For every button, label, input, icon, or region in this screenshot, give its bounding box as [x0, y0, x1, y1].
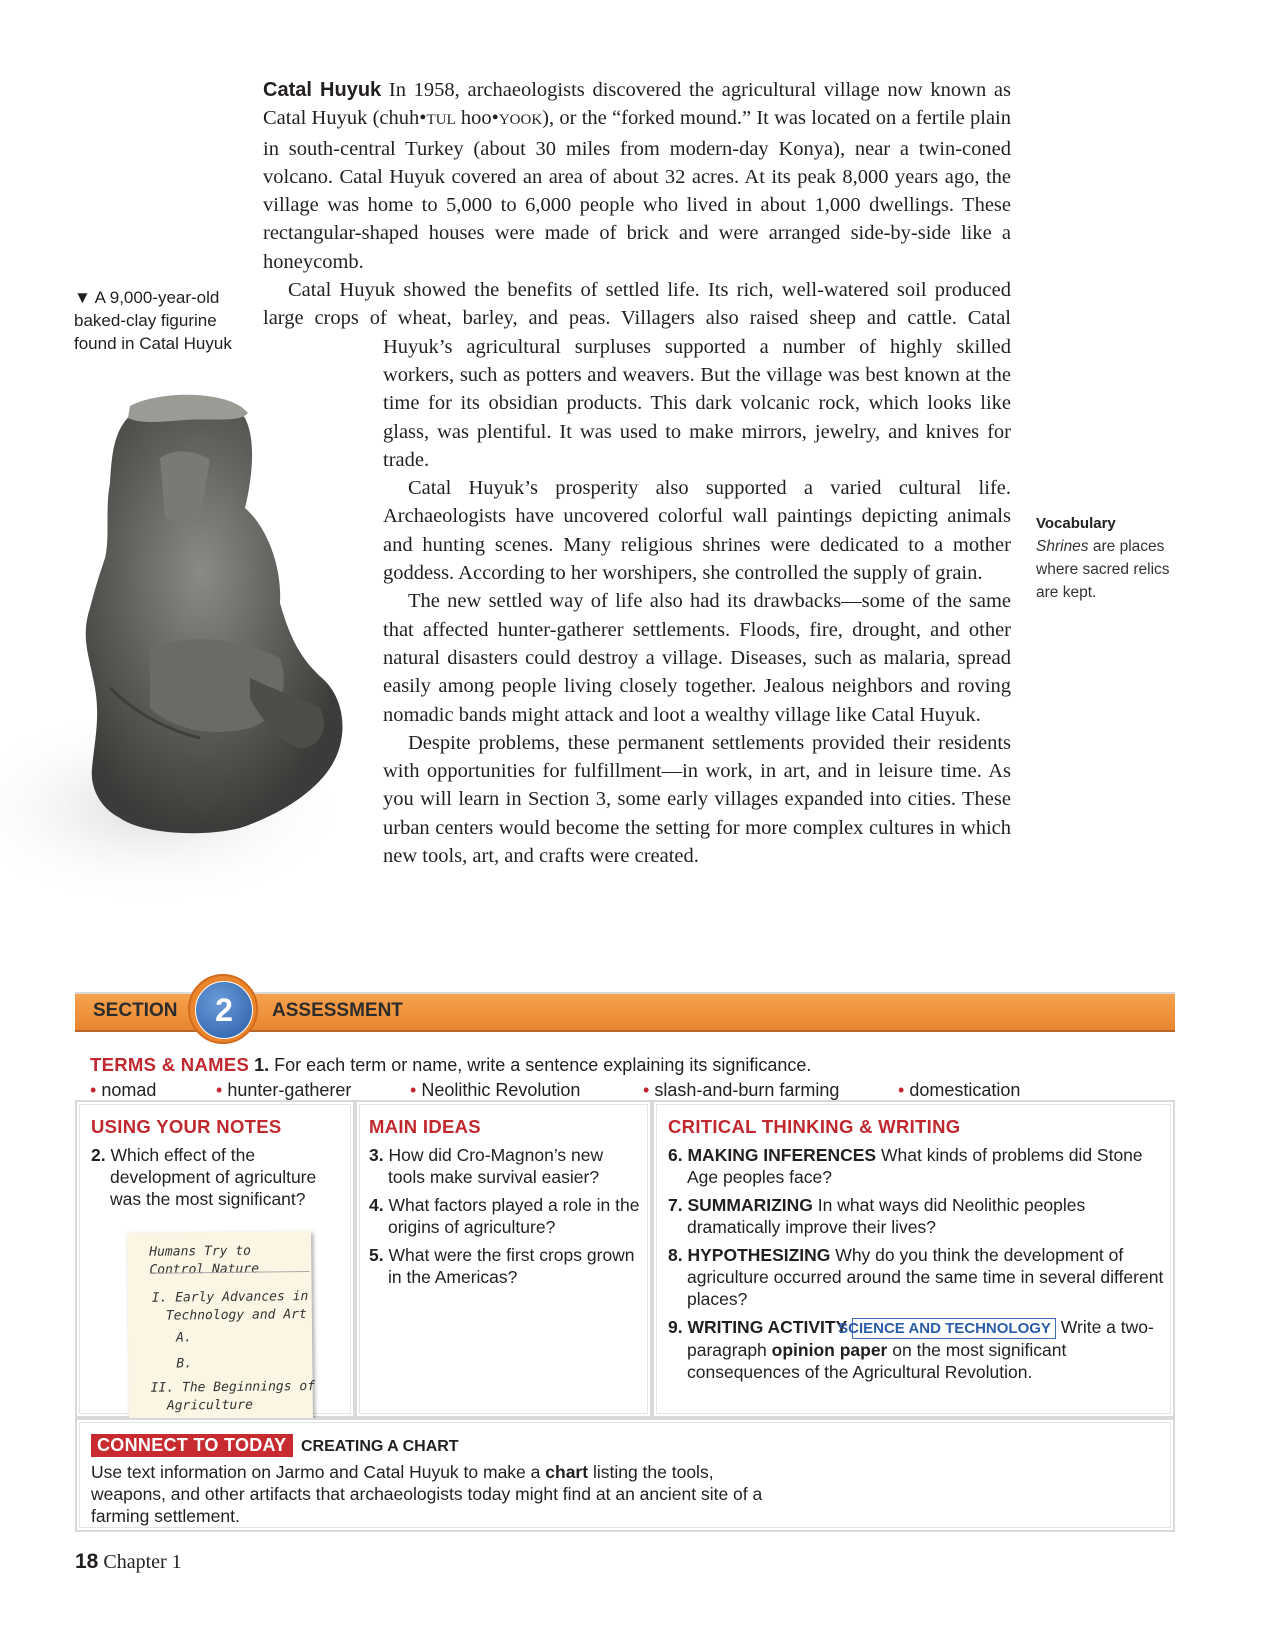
paragraph-5: Despite problems, these permanent settlements provided their residents with opportunities for fulfillment—in work, in art, and in leisure time. As you will learn in Section 3, some early villages expanded into cities. These urban centers would become the setting for more complex cultures in which new tools, art, and crafts were created.	[383, 731, 1011, 868]
main-ideas-box	[355, 1100, 652, 1418]
question-8: 8. HYPOTHESIZING Why do you think the development of agriculture occurred around the same time in several different places?	[668, 1245, 1164, 1309]
terms-heading: TERMS & NAMES	[90, 1054, 250, 1075]
connect-text: Use text information on Jarmo and Catal Huyuk to make a chart listing the tools, weapons, and other artifacts that archaeologists today might find at an ancient site of a farming settlement.	[91, 1462, 763, 1526]
vocabulary-note	[1036, 512, 1196, 604]
term-item: • Neolithic Revolution	[410, 1080, 581, 1100]
science-technology-badge: SCIENCE AND TECHNOLOGY	[852, 1318, 1056, 1339]
question-6: 6. MAKING INFERENCES What kinds of problems did Stone Age peoples face?	[668, 1145, 1143, 1187]
question-9: 9. WRITING ACTIVITY SCIENCE AND TECHNOLOGY Write a two-paragraph opinion paper on the most significant consequences of the Agricultural Revolution.	[668, 1317, 1154, 1382]
notes-outline-card: Humans Try to Control Nature I. Early Advances in Technology and Art A. B. II. The Beginnings of Agriculture	[127, 1231, 313, 1421]
question-2: 2. Which effect of the development of agriculture was the most significant?	[91, 1145, 317, 1209]
question-3: 3. How did Cro-Magnon’s new tools make survival easier?	[369, 1145, 604, 1187]
paragraph-4: The new settled way of life also had its drawbacks—some of the same that affected hunter-gatherer settlements. Floods, fire, drought, and other natural disasters could destroy a village. Diseases, such as malaria, spread easily among people living closely together. Jealous neighbors and roving nomadic bands might attack and loot a wealthy village like Catal Huyuk.	[383, 590, 1011, 726]
using-notes-heading: USING YOUR NOTES	[91, 1116, 282, 1137]
paragraph-1: Catal Huyuk In 1958, archaeologists discovered the agricultural village now known as Catal Huyuk (chuh•TUL hoo•YOOK), or the “forked mound.” It was located on a fertile plain in south-central Turkey (about 30 miles from modern-day Konya), near a twin-coned volcano. Catal Huyuk covered an area of about 32 acres. At its peak 8,000 years ago, the village was home to 5,000 to 6,000 people who lived in about 1,000 dwellings. These rectangular-shaped houses were made of brick and were arranged side-by-side like a honeycomb.	[263, 79, 1012, 273]
main-ideas-heading: MAIN IDEAS	[369, 1116, 481, 1137]
critical-thinking-box	[652, 1100, 1175, 1418]
page-number: 18	[75, 1550, 99, 1573]
paragraph-2: Catal Huyuk showed the benefits of settled life. Its rich, well-watered soil produced large crops of wheat, barley, and peas. Villagers also raised sheep and cattle. Catal Huyuk’s agricultural surpluses supported a number of highly skilled workers, such as potters and weavers. But the village was best known at the time for its obsidian products. This dark volcanic rock, which looks like glass, was plentiful. It was used to make mirrors, jewelry, and knives for trade.	[263, 279, 1011, 471]
critical-thinking-heading: CRITICAL THINKING & WRITING	[668, 1116, 961, 1137]
question-5: 5. What were the first crops grown in the Americas?	[369, 1245, 635, 1287]
section-heading: Catal Huyuk	[263, 79, 382, 101]
section-number-badge	[188, 974, 258, 1044]
assessment-title: ASSESSMENT	[272, 1000, 403, 1021]
term-item: • domestication	[898, 1080, 1021, 1100]
chapter-label: Chapter 1	[103, 1551, 182, 1573]
connect-to-today-box	[75, 1418, 1175, 1532]
section-label: SECTION	[93, 1000, 178, 1021]
figure-caption: ▼ A 9,000-year-old baked-clay figurine found in Catal Huyuk	[74, 288, 232, 353]
figurine-image	[0, 388, 360, 928]
section-number: 2	[195, 981, 253, 1039]
creating-chart-subtitle: CREATING A CHART	[300, 1438, 459, 1455]
connect-to-today-label: CONNECT TO TODAY	[91, 1434, 293, 1457]
vocabulary-heading: Vocabulary	[1036, 515, 1116, 532]
question-7: 7. SUMMARIZING In what ways did Neolithic peoples dramatically improve their lives?	[668, 1195, 1086, 1237]
term-item: • slash-and-burn farming	[643, 1080, 840, 1100]
paragraph-3: Catal Huyuk’s prosperity also supported a varied cultural life. Archaeologists have uncovered colorful wall paintings depicting animals and hunting scenes. Many religious shrines were dedicated to a mother goddess. According to her worshipers, she controlled the supply of grain.	[383, 477, 1011, 585]
term-item: • nomad	[90, 1080, 157, 1100]
connect-header	[91, 1434, 791, 1457]
term-item: • hunter-gatherer	[216, 1080, 352, 1100]
vocabulary-definition: Shrines are places where sacred relics are kept.	[1036, 538, 1170, 601]
article-body	[263, 76, 1011, 1073]
terms-instruction-row: TERMS & NAMES 1. For each term or name, write a sentence explaining its significance.	[90, 1054, 812, 1075]
question-4: 4. What factors played a role in the origins of agriculture?	[369, 1195, 640, 1237]
page-footer	[75, 1550, 182, 1574]
